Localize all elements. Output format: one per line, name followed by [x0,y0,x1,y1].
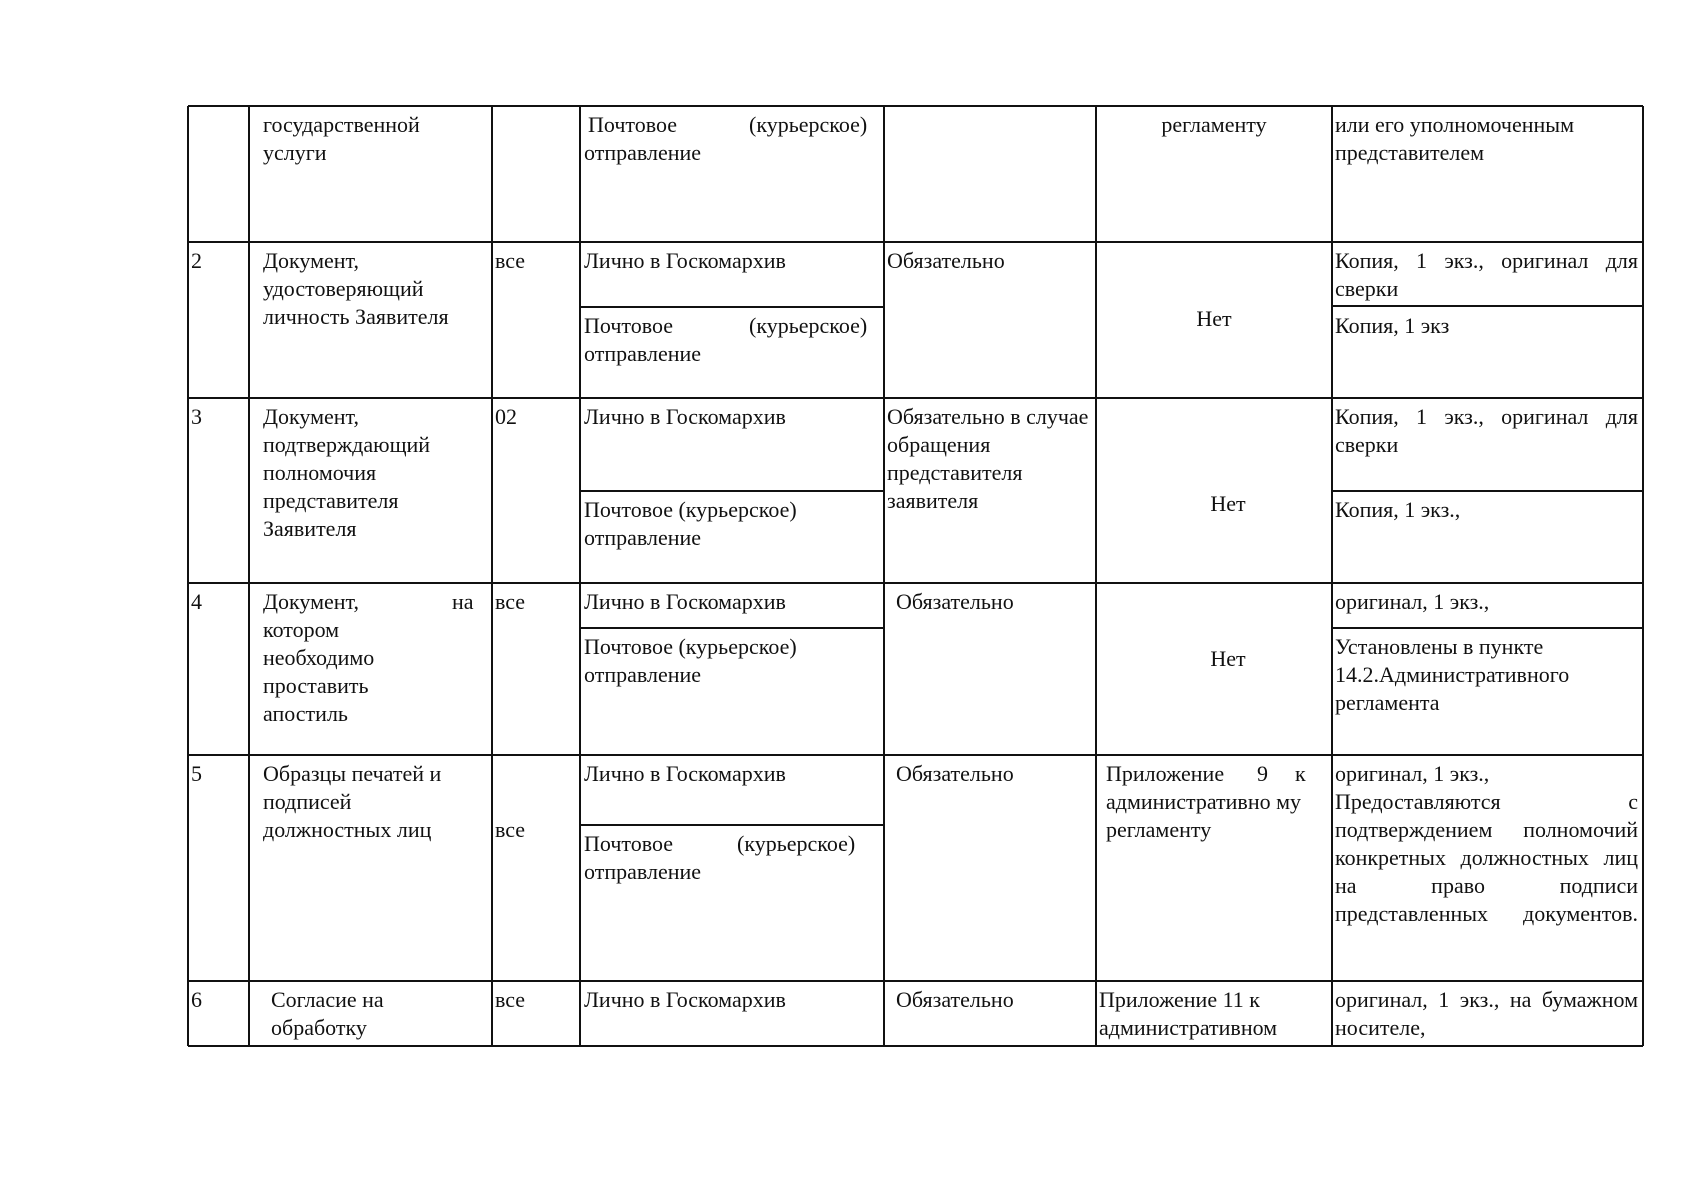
row2-document-name: Документ, удостоверяющий личность Заявителя [263,248,449,329]
row5-requirement: Обязательно [896,761,1014,786]
row3-reference: Нет [1210,491,1246,516]
row6-requirement: Обязательно [896,987,1014,1012]
row3-requirement: Обязательно в случае обращения представителя заявителя [887,404,1089,513]
row2-delivery-mail-b: (курьерское) [749,313,868,338]
row4-form-mail: Установлены в пункте 14.2.Административного регламента [1335,634,1570,715]
row4-requirement: Обязательно [896,589,1014,614]
row5-delivery-mail-b: (курьерское) [737,831,856,856]
row5-number: 5 [191,761,202,786]
row6-document-name: Согласие на обработку [271,987,384,1040]
row6-applicant-category: все [495,987,526,1012]
row2-delivery-mail-a: Почтовое [584,313,673,338]
row6-delivery-in-person: Лично в Госкомархив [584,987,786,1012]
row2-reference: Нет [1196,306,1232,331]
row1-delivery-mail-a: Почтовое [588,112,677,137]
row5-reference-b: 9 [1257,761,1268,786]
row6-reference: Приложение 11 к административном [1099,987,1278,1040]
row1-reference: регламенту [1161,112,1267,137]
row2-form-mail: Копия, 1 экз [1335,313,1450,338]
row4-document-name-a: Документ, [263,589,360,614]
row4-applicant-category: все [495,589,526,614]
row3-delivery-in-person: Лично в Госкомархив [584,404,786,429]
row1-delivery-mail-b: (курьерское) [749,112,868,137]
row3-number: 3 [191,404,202,429]
row5-applicant-category: все [495,817,526,842]
row2-delivery-mail-line2: отправление [584,341,702,366]
row3-form-in-person-line1: Копия, 1 экз., оригинал для [1335,404,1638,429]
row4-reference: Нет [1210,646,1246,671]
row2-form-in-person-line1: Копия, 1 экз., оригинал для [1335,248,1638,273]
row5-form-rest: Предоставляются с подтверждением полномочий конкретных должностных лиц на право подписи представленных документов. [1335,789,1638,926]
row2-applicant-category: все [495,248,526,273]
row3-document-name: Документ, подтверждающий полномочия представителя Заявителя [263,404,431,541]
row5-reference-a: Приложение [1106,761,1225,786]
row2-form-in-person-line2: сверки [1335,276,1399,301]
row3-applicant-category: 02 [495,404,517,429]
row3-form-in-person-line2: сверки [1335,432,1399,457]
row5-reference-rest: административно му регламенту [1106,789,1302,842]
row4-delivery-mail: Почтовое (курьерское) отправление [584,634,797,687]
row5-reference-c: к [1295,761,1306,786]
row1-name-line1: государственной [263,112,420,137]
row1-form: или его уполномоченным представителем [1335,112,1575,165]
row3-delivery-mail: Почтовое (курьерское) отправление [584,497,797,550]
row5-delivery-mail-a: Почтовое [584,831,673,856]
row4-document-name-rest: котором необходимо проставить апостиль [263,617,375,726]
row6-number: 6 [191,987,202,1012]
row5-document-name: Образцы печатей и подписей должностных лиц [263,761,442,842]
row4-number: 4 [191,589,202,614]
row4-form-in-person: оригинал, 1 экз., [1335,589,1490,614]
row2-delivery-in-person: Лично в Госкомархив [584,248,786,273]
row5-delivery-in-person: Лично в Госкомархив [584,761,786,786]
row6-form: оригинал, 1 экз., на бумажном носителе, [1335,987,1638,1040]
row2-number: 2 [191,248,202,273]
row2-requirement: Обязательно [887,248,1005,273]
row5-delivery-mail-line2: отправление [584,859,702,884]
row1-delivery-mail-line2: отправление [584,140,702,165]
row4-delivery-in-person: Лично в Госкомархив [584,589,786,614]
row3-form-mail: Копия, 1 экз., [1335,497,1461,522]
row1-name-line2: услуги [263,140,327,165]
row5-form-line1: оригинал, 1 экз., [1335,761,1490,786]
row4-document-name-b: на [452,589,474,614]
